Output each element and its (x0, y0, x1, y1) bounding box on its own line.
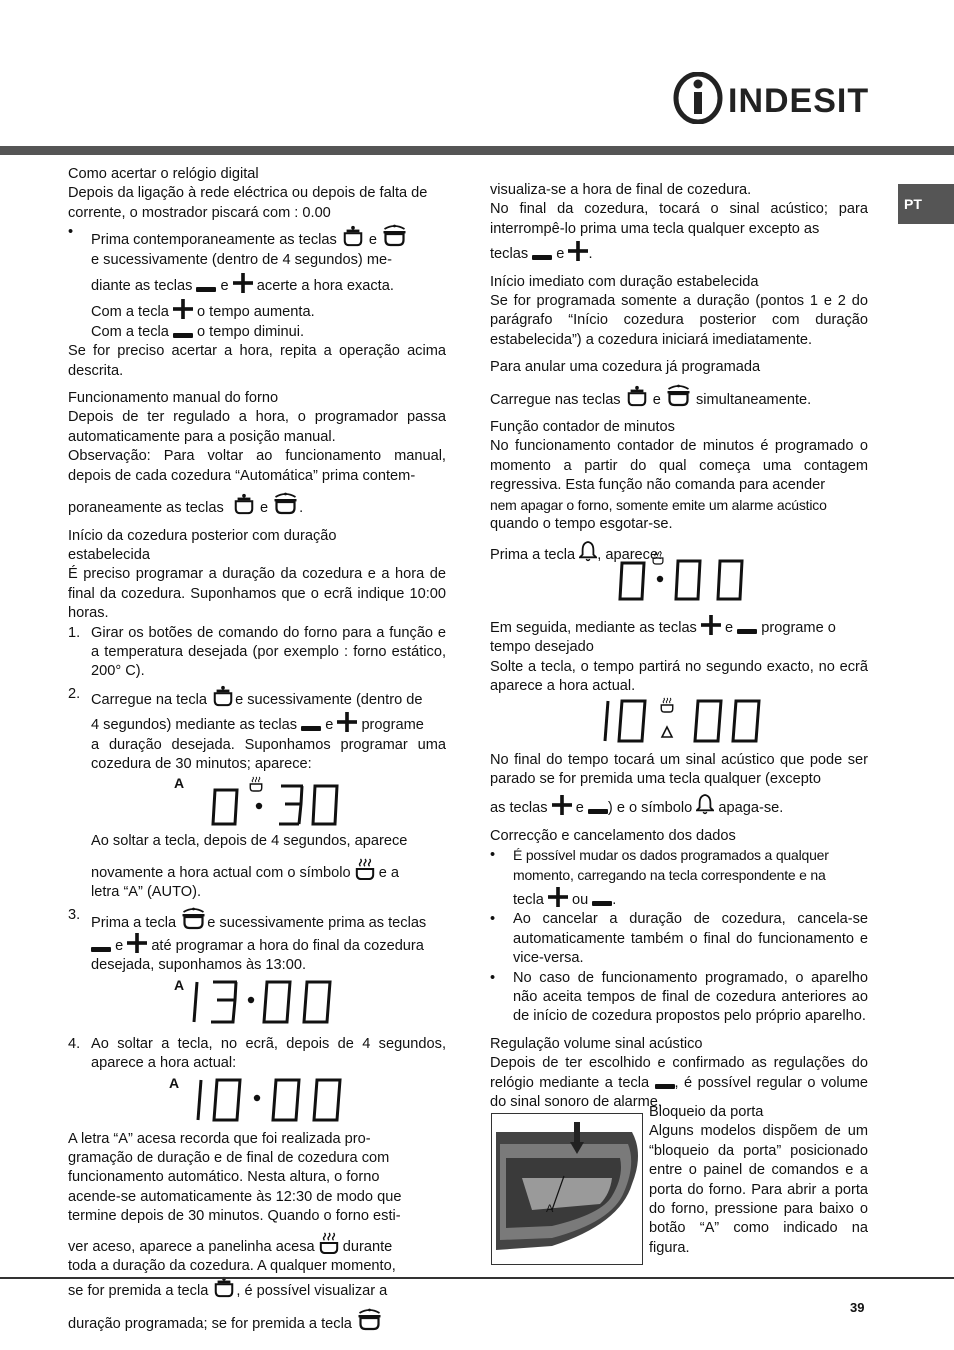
language-tab: PT (898, 184, 954, 224)
pot-icon (232, 493, 256, 515)
display-0-00 (490, 565, 868, 615)
lcd-display-icon (191, 1074, 351, 1126)
pot-icon (211, 685, 235, 707)
cooking-end-icon (180, 906, 207, 930)
immediate-title: Início imediato com duração estabelecida (490, 273, 759, 290)
bell-icon (579, 540, 597, 562)
minus-icon (588, 805, 608, 815)
minus-icon (737, 625, 757, 635)
plus-icon (127, 933, 147, 953)
door-lock-illustration-icon (492, 1114, 642, 1264)
lcd-display-icon (602, 697, 762, 745)
svg-text:A: A (546, 1203, 554, 1215)
minus-icon (173, 329, 193, 339)
minus-icon (532, 251, 552, 261)
cooking-pot-steam-icon (355, 858, 375, 880)
plus-icon (552, 795, 572, 815)
bottom-rule (0, 1277, 954, 1279)
minus-icon (196, 283, 216, 293)
pot-icon (625, 385, 649, 407)
cooking-end-icon (272, 491, 299, 515)
plus-icon (568, 241, 588, 261)
top-bar (0, 146, 954, 155)
clock-title: Como acertar o relógio digital (68, 166, 259, 182)
door-lock-text: Bloqueio da porta Alguns modelos dispõem de um “bloqueio da porta” posicionado entre o painel de comandos e a porta do forno. Para abrir a porta do forno, pressione para baixo o botão “A” como indicado na figura. (649, 1104, 868, 1256)
manual-title: Funcionamento manual do forno (68, 390, 279, 407)
display-0-30: A (91, 774, 446, 832)
bell-icon (696, 793, 714, 815)
cooking-end-icon (381, 223, 408, 247)
plus-icon (548, 887, 568, 907)
display-10-00: A (91, 1074, 446, 1130)
brand-logo-icon (672, 72, 872, 124)
door-lock-figure (491, 1113, 643, 1265)
pot-icon (212, 1276, 236, 1298)
right-column: visualiza-se a hora de final de cozedura. No final da cozedura, tocará o sinal acústico; para interrompê-lo prima uma tecla qualquer excepto as teclas e . Início imediato com duração estabelecida Se for programada somente a duração (pontos 1 e 2 do parágrafo “Início cozedura posterior com duração estabelecida”) a cozedura iniciará imediatamente. Para anular uma cozedura já programada Carregue nas teclas e simultaneamente. Função contador de minutos No funcionamento contador de minutos é programado o momento a partir do qual começa uma contagem regressiva. Esta função não comanda para acender nem apagar o forno, somente emite um alarme acústico quando o tempo esgotar-se. Prima a tecla , aparece: Em seguida, mediante as teclas e programe o tempo desejado Solte a tecla, o tempo partirá no segundo exacto, no ecrã aparece a hora actual. No final do tempo tocará um sinal acústico que pode ser parado se for premida uma tecla qualquer (excepto as teclas e ) e o símbolo apaga-se. Correcção e cancelamento dos dados • É possível mudar os dados programados a qualquer momento, carregando na tecla correspondente e na tecla ou . • Ao cancelar a duração de cozedura, cancela-se automaticamente também o final do funcionamento e vice-versa. • No caso de funcionamento programado, o aparelho não aceita tempos de final de cozedura anteriores ao de início de cozedura propostos pelo próprio aparelho. Regulação volume sinal acústico Depois de ter escolhido e confirmado as regulações do relógio mediante a tecla , é possível regular o volume do sinal sonoro de alarme. (490, 182, 868, 1111)
lcd-display-icon (187, 976, 347, 1028)
lcd-display-icon (616, 551, 756, 603)
cooking-pot-steam-icon (319, 1232, 339, 1254)
minus-icon (592, 897, 612, 907)
door-lock-title: Bloqueio da porta (649, 1104, 764, 1120)
cancel-title: Para anular uma cozedura já programada (490, 359, 761, 376)
plus-icon (233, 273, 253, 293)
cooking-end-icon (356, 1307, 383, 1331)
pot-icon (341, 225, 365, 247)
minus-icon (655, 1080, 675, 1090)
display-13-00: A (91, 976, 446, 1032)
svg-text:INDESIT: INDESIT (728, 82, 870, 120)
correction-title: Correcção e cancelamento dos dados (490, 827, 736, 844)
minus-icon (91, 943, 111, 953)
minus-icon (301, 722, 321, 732)
plus-icon (701, 615, 721, 635)
clock-intro: Depois da ligação à rede eléctrica ou depois de falta de corrente, o mostrador piscará com : 0.00 (68, 185, 428, 221)
cooking-end-icon (665, 383, 692, 407)
page-number: 39 (850, 1300, 865, 1315)
delayed-title: Início da cozedura posterior com duração (68, 527, 337, 544)
indesit-logo (672, 72, 872, 124)
volume-title: Regulação volume sinal acústico (490, 1035, 703, 1052)
lcd-display-icon (209, 776, 349, 828)
plus-icon (173, 299, 193, 319)
clock-bullet: • Prima contemporaneamente as teclas e e sucessivamente (dentro de 4 segundos) me- diante as teclas e acerte a hora exacta. Com a tecla o tempo aumenta. Com a tecla o tempo diminui. (68, 223, 446, 342)
plus-icon (337, 712, 357, 732)
display-10-00-timer (490, 697, 868, 751)
timer-title: Função contador de minutos (490, 419, 675, 436)
left-column: Como acertar o relógio digital Depois da ligação à rede eléctrica ou depois de falta de corrente, o mostrador piscará com : 0.00 • Prima contemporaneamente as teclas e e sucessivamente (dentro de 4 segundos) me- diante as teclas e acerte a hora exacta. Com a tecla o tempo aumenta. Com a tecla o tempo diminui. Se for preciso acertar a hora, repita a operação acima descrita. Funcionamento manual do forno Depois de ter regulado a hora, o programador passa automaticamente para a posição manual. Observação: Para voltar ao funcionamento manual, depois de cada cozedura “Automática” prima contem- poraneamente as teclas e . Início da cozedura posterior com duração estabelecida É preciso programar a duração da cozedura e a hora de final da cozedura. Suponhamos que o ecrã indique 10:00 horas. 1. Girar os botões de comando do forno para a função e a temperatura desejada (por exemplo : forno estático, 200° C). 2. Carregue na tecla e sucessivamente (dentro de 4 segundos) mediante as teclas e programe a duração desejada. Suponhamos programar uma cozedura de 30 minutos; aparece: A Ao soltar a tecla, depois de 4 segundos, aparece novamente a hora actual com o símbolo e a letra “A” (AUTO). 3. Prima a tecla e sucessivamente prima as teclas e até programar a hora do final da cozedura desejada, suponhamos às 13:00. A 4. Ao soltar a tecla, no ecrã, depois de 4 segundos, aparece a hora actual: A A letra “A” acesa recorda que foi realizada pro- gramação de duração e de final de cozedura com funcionamento automático. Nesta altura, o forno acende-se automaticamente às 12:30 de modo que termine depois de 30 minutos. Quando o forno esti- ver aceso, aparece a panelinha acesa durante toda a duração da cozedura. A qualquer momento, se for premida a tecla , é possível visualizar a duração programada; se for premida a tecla (68, 166, 446, 1332)
